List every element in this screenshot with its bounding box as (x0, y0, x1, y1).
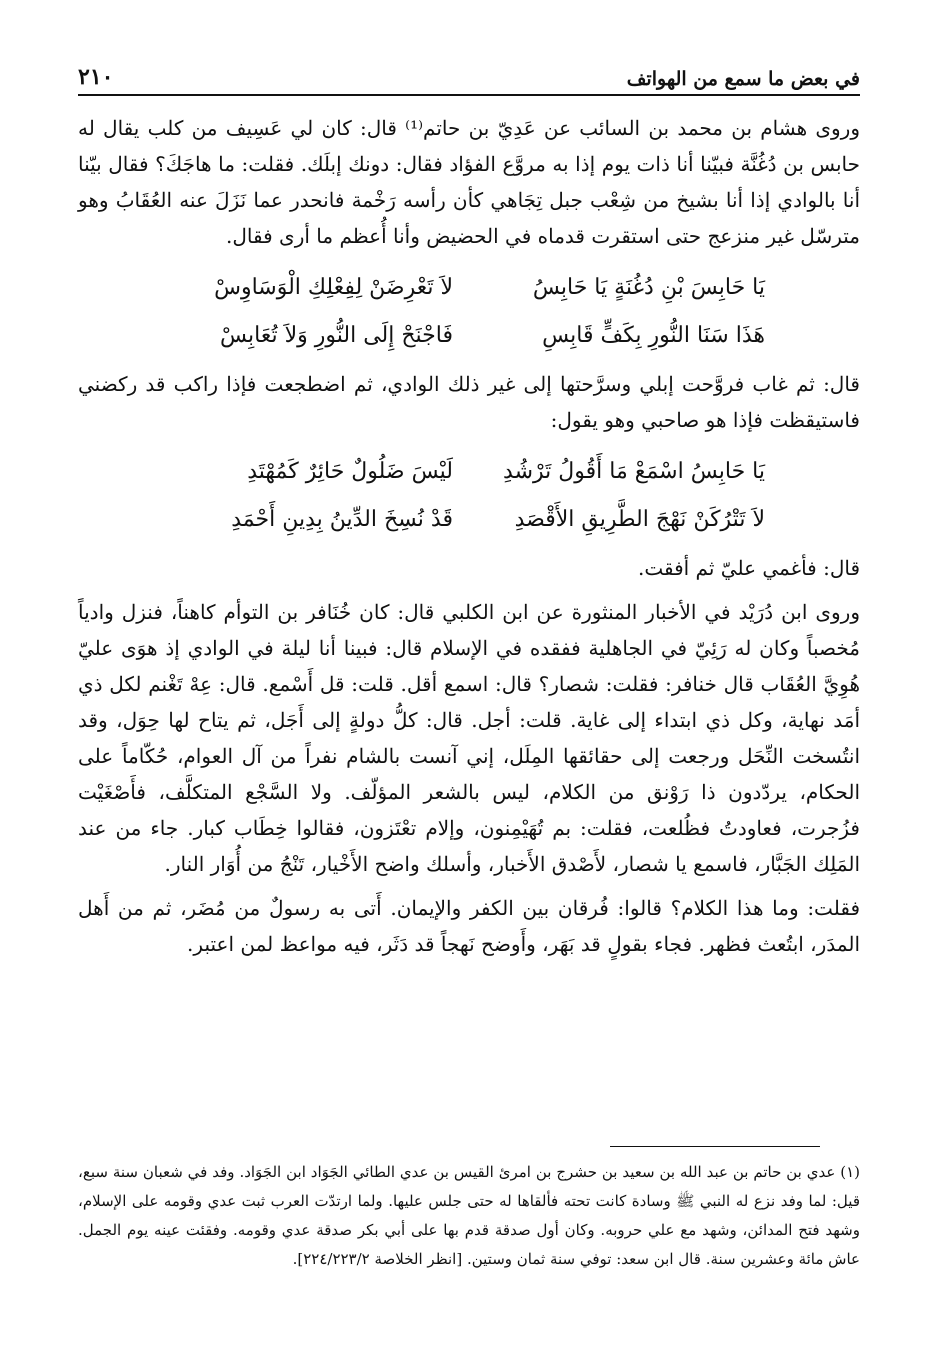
paragraph-3: قال: فأغمي عليّ ثم أفقت. (637, 556, 860, 580)
footnote-text: (١) عدي بن حاتم بن عبد الله بن سعيد بن حشرج بن امرئ القيس بن عدي الطائي الجَوَاد ابن الجَوَاد. وفد في شعبان سنة سبع، قيل: لما وفد نزع له النبي ﷺ وسادة كانت تحته فألقاها له حتى جلس عليها. ولما ارتدّت العرب ثبت عدي وقومه على الإسلام، وشهد فتح المدائن، وشهد مع علي حروبه. وكان أول صدقة قدم بها على أبي بكر صدقة عدي وقومه. وفقئت عينه يوم الجمل. عاش مائة وعشرين سنة. قال ابن سعد: توفي سنة ثمان وستين. [انظر الخلاصة ٢٢٤/٢٢٣/٢]. (78, 1163, 860, 1268)
verse-first-hemistich: لاَ تَتْرُكَنْ نَهْجَ الطَّرِيقِ الأَقْصَدِ (514, 507, 765, 532)
paragraph-2: قال: ثم غاب فروَّحت إبلي وسرَّحتها إلى غير ذلك الوادي، ثم اضطجعت فإذا راكب قد ركضني فاستيقظت فإذا هو صاحبي وهو يقول: (78, 372, 860, 432)
verse-second-hemistich: لاَ تَعْرِضَنْ لِفِعْلِكِ الْوَسَاوِسْ (214, 275, 453, 300)
verse-block-1 (78, 264, 860, 360)
page-number: ٢١٠ (78, 64, 114, 90)
verse-line (78, 264, 860, 312)
paragraph-1: وروى هشام بن محمد بن السائب عن عَدِيّ بن حاتم⁽¹⁾ قال: كان لي عَسِيف من كلب يقال له حابس بن دُغُنَّة فبيّنا أنا ذات يوم إذا به مروَّع الفؤاد فقال: دونك إبلَك. فقلت: ما هاجَكَ؟ فقال بيّنا أنا بالوادي إذا أنا بشيخ من شِعْب جبل تِجَاهي كأن رأسه رَخْمة فانحدر عما نَزَلَ عنه العُقَابُ وهو مترسّل غير منزعج حتى استقرت قدماه في الحضيض وأنا أُعظم ما أرى فقال. (78, 116, 861, 248)
paragraph-4: وروى ابن دُرَيْد في الأخبار المنثورة عن ابن الكلبي قال: كان خُنَافر بن التوأم كاهناً، فنزل وادياً مُخصباً وكان له رَئِيّ في الجاهلية ففقده في الإسلام قال: فبينا أنا ليلة في الوادي إذ هوَى عليّ هُوِيَّ العُقَاب قال خنافر: فقلت: شصار؟ قال: اسمع أقل. قلت: قل أَسْمع. قال: عِهْ تَغْنم لكل ذي أمَد نهاية، وكل ذي ابتداء إلى غاية. قلت: أجل. قال: كلُّ دولةٍ إلى أَجَل، ثم يتاح لها حِوَل، وقد انتُسخت النِّحَل ورجعت إلى حقائقها المِلَل، إني آنست بالشام نفراً من آل العوام، حُكّاماً على الحكام، يردّدون ذا رَوْنق من الكلام، ليس بالشعر المؤلّف. ولا السَّجْع المتكلَّف، فأَصْغَيْت فزُجرت، فعاودتُ فظُلعت، فقلت: بم تُهَيْمِنون، وإلام تعْتَزون، فقالوا خِطَاب كبار. جاء من عند المَلِك الجَبَّار، فاسمع يا شصار، لأَصْدق الأَخبار، وأسلك واضح الأَخْيار، تَنْجُ من أُوَار النار. (78, 600, 860, 876)
verse-second-hemistich: قَدْ نُسِخَ الدِّينُ بِدِينِ أَحْمَدِ (231, 507, 453, 532)
verse-second-hemistich: لَيْسَ ضَلُولٌ حَائِرٌ كَمُهْتَدِ (247, 459, 453, 484)
main-text (78, 110, 860, 962)
verse-line (78, 448, 860, 496)
running-title: في بعض ما سمع من الهواتف (626, 68, 860, 90)
running-header (78, 56, 860, 96)
verse-first-hemistich: يَا حَابِسُ اسْمَعْ مَا أَقُولُ تَرْشُدِ (503, 459, 765, 484)
paragraph-5: فقلت: وما هذا الكلام؟ قالوا: فُرقان بين الكفر والإيمان. أَتى به رسولٌ من مُضَر، ثم من أَهل المدَر، ابتُعث فظهر. فجاء بقولٍ قد بَهَر، وأَوضح نَهجاً قد دَثَر، فيه مواعظ لمن اعتبر. (78, 896, 860, 956)
verse-line (78, 496, 860, 544)
verse-first-hemistich: يَا حَابِسَ بْنِ دُغُنَةٍ يَا حَابِسُ (532, 275, 765, 300)
verse-block-2 (78, 448, 860, 544)
verse-second-hemistich: فَاجْنَحْ إِلَى النُّورِ وَلاَ تُعَابِسْ (219, 323, 453, 348)
verse-first-hemistich: هَذَا سَنَا النُّورِ بِكَفٍّ قَابِسِ (542, 323, 765, 348)
footnote (78, 1158, 860, 1274)
footnote-separator (610, 1146, 820, 1147)
verse-line (78, 312, 860, 360)
